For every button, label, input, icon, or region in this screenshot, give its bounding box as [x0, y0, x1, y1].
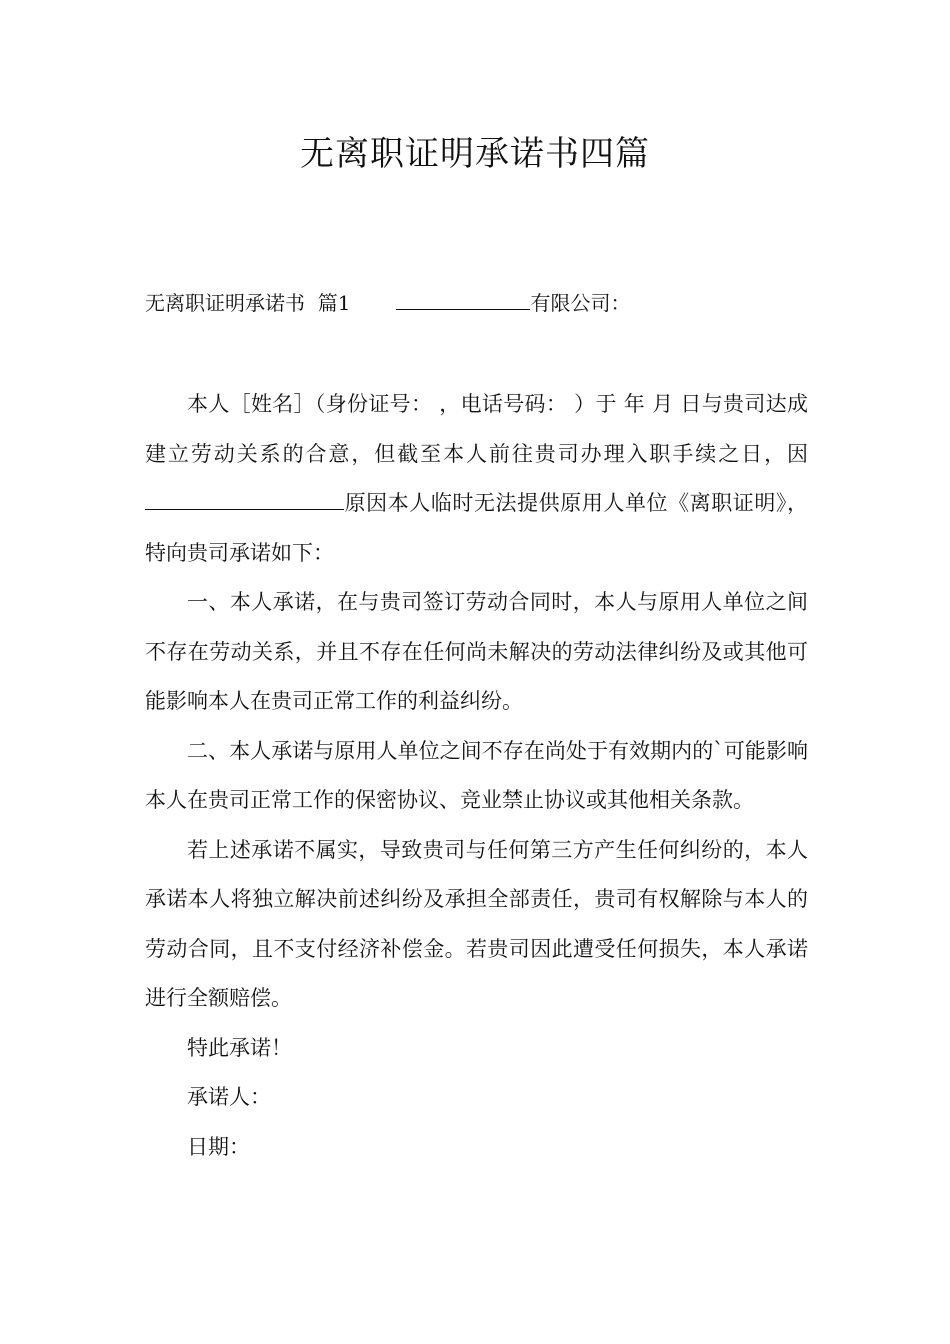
date-label: 日期：	[187, 1134, 250, 1159]
section-label: 无离职证明承诺书 篇1	[145, 291, 351, 315]
company-name-blank	[396, 288, 530, 310]
paragraph-clause-1: 一、本人承诺，在与贵司签订劳动合同时，本人与原用人单位之间不存在劳动关系，并且不存在任何尚未解决的劳动法律纠纷及或其他可能影响本人在贵司正常工作的利益纠纷。	[145, 590, 808, 713]
paragraph-clause-2: 二、本人承诺与原用人单位之间不存在尚处于有效期内的`可能影响本人在贵司正常工作的保密协议、竞业禁止协议或其他相关条款。	[145, 738, 808, 812]
paragraph-liability: 若上述承诺不属实，导致贵司与任何第三方产生任何纠纷的，本人承诺本人将独立解决前述纠纷及承担全部责任，贵司有权解除与本人的劳动合同，且不支付经济补偿金。若贵司因此遭受任何损失，本人承诺进行全额赔偿。	[145, 837, 808, 1010]
reason-blank	[145, 487, 344, 510]
paragraph-intro-part2: 原因本人临时无法提供原用人单位《离职证明》，特向贵司承诺如下：	[145, 491, 808, 565]
document-body	[145, 380, 808, 1172]
paragraph-closing: 特此承诺！	[187, 1035, 292, 1060]
paragraph-intro	[145, 380, 808, 578]
section-heading	[145, 283, 825, 323]
company-suffix: 有限公司：	[530, 291, 631, 315]
paragraph-intro-part1: 本人［姓名］（身份证号： ，电话号码： ）于 年 月 日与贵司达成建立劳动关系的合意，但截至本人前往贵司办理入职手续之日，因	[145, 392, 808, 466]
document-title: 无离职证明承诺书四篇	[300, 134, 650, 174]
signatory-label: 承诺人：	[187, 1085, 271, 1109]
